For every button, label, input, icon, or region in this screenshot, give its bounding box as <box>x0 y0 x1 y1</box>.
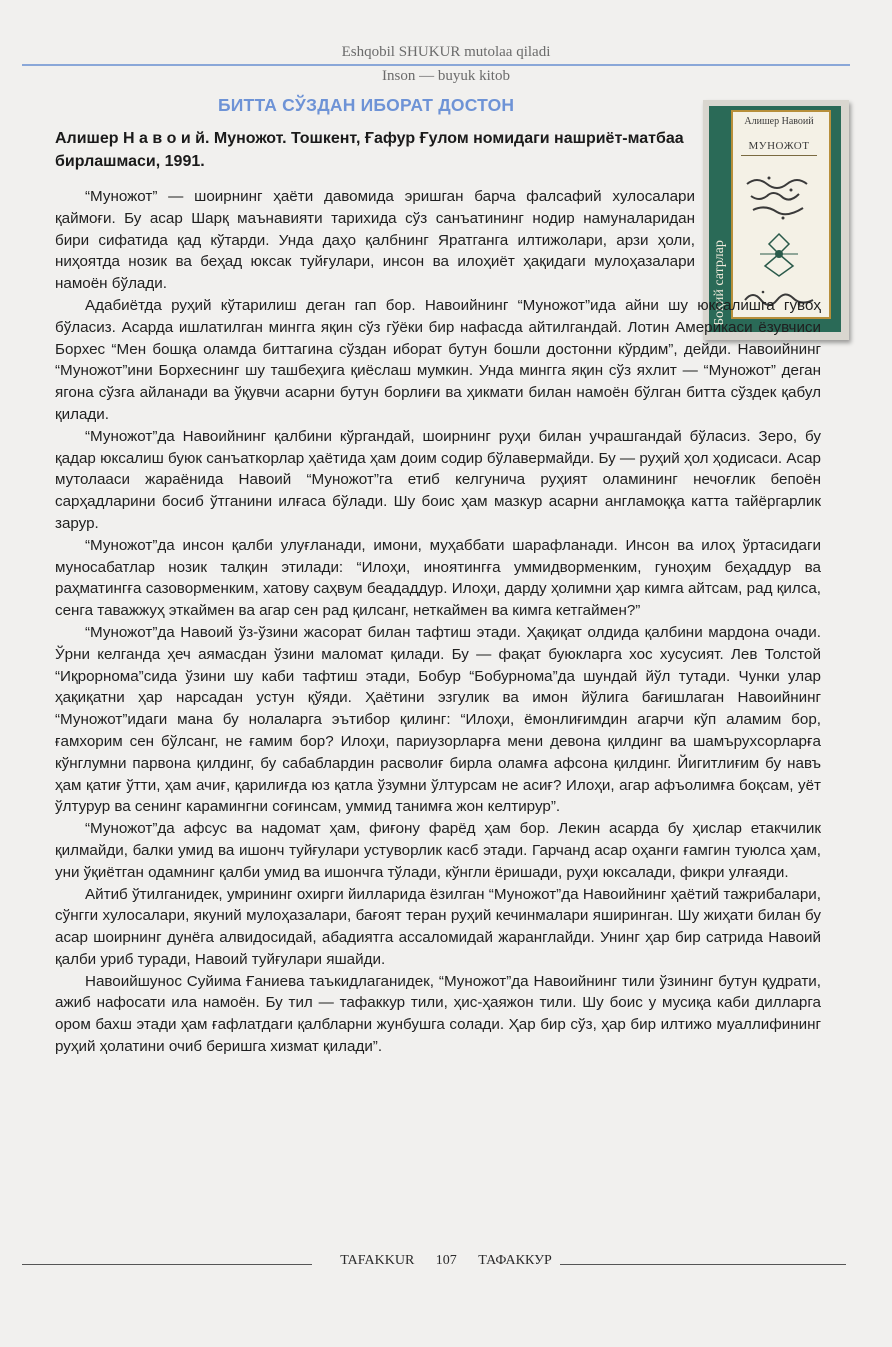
article-paragraph: “Муножот”да Навоийнинг қалбини кўргандай, шоирнинг руҳи билан учрашгандай бўласиз. Зеро, бу қадар юксалиш буюк санъаткорлар ҳаётида ҳам доим содир бўлавермайди. Бу — руҳий ҳол ҳодисаси. Асар мутолааси жараёнида Навоий “Муножот”га етиб келгунича руҳият оламининг нечоғлик бепоён сарҳадларини босиб ўтганини илғаса бўлади. Шу боис ҳам мазкур асарни англамоққа катта тайёргарлик зарур. <box>55 427 821 532</box>
book-citation: Алишер Н а в о и й. Муножот. Тошкент, Ғафур Ғулом номидаги нашриёт-матбаа бирлашмаси, 1991. <box>55 130 684 170</box>
article-paragraph: Адабиётда руҳий кўтарилиш деган гап бор. Навоийнинг “Муножот”ида айни шу юксалишга гувоҳ бўласиз. Асарда ишлатилган мингга яқин сўз гўёки бир нафасда айтилгандай. Лотин Америкаси ёзувчиси Борхес “Мен бошқа оламда биттагина сўздан иборат бутун бошли достонни кўрдим”, дейди. Навоийнинг “Муножот”ини Борхеснинг шу ташбеҳига қиёслаш мумкин. Унда мингга яқин сўз яхлит — “Муножот” деган ягона сўзга айланади ва ўқувчи асарни бутун борлиғи ва ҳикмати билан намоён бўлган битта сўздек қабул қилади. <box>55 296 821 423</box>
article-paragraph: “Муножот”да афсус ва надомат ҳам, фиғону фарёд ҳам бор. Лекин асарда бу ҳислар етакчилик қилмайди, балки умид ва ишонч туйғулари устуворлик касб этади. Гарчанд асар оҳанги ғамгин туюлса ҳам, уни ўқиётган одамнинг қалби умид ва ишончга тўлади, кўнгли ёришади, руҳи юксалади, фикри улғаяди. <box>55 820 821 881</box>
book-cover-series: Боқий сатрлар <box>712 240 727 326</box>
running-header-section: Inson — buyuk kitob <box>382 68 510 84</box>
article-paragraph: “Муножот”да Навоий ўз-ўзини жасорат билан тафтиш этади. Ҳақиқат олдида қалбини мардона очади. Ўрни келганда ҳеч аямасдан ўзини маломат қилади. Бу — фақат буюкларга хос хусусият. Лев Толстой “Иқрорнома”сида ўзини шу каби тафтиш этади, Бобур “Бобурнома”да шундай йўл тутади. Чунки улар ҳақиқатни ҳар нарсадан устун қўяди. Ҳаётини эзгулик ва имон йўлига бағишлаган Навоийнинг “Муножот”идаги мана бу нолаларга эътибор қилинг: “Илоҳи, ёмонлиғимдин агарчи кўп аламим бор, ғамхорим сен бўлсанг, не ғамим бор? Илоҳи, париузорларға мени девона қилдинг ва шамъруxсорларға кўнглумни парвона қилдинг, бу сабаблардин расволиғ бирла оламға афсона қилдинг. Йигитлиғим бу навъ ҳам қатиғ ўтти, ҳам ачиғ, қарилиғда юз қатла ўзумни ўлтурсам не асиғ? Илоҳи, агар афъолимға боқсам, уёт ўлтурур ва сенинг карамингни соғинсам, уммид танимға жон келтирур”. <box>55 623 821 816</box>
running-header-author: Eshqobil SHUKUR mutolaa qiladi <box>341 44 551 60</box>
article-title: БИТТА СЎЗДАН ИБОРАТ ДОСТОН <box>218 95 515 115</box>
article-paragraph: “Муножот”да инсон қалби улуғланади, имони, муҳаббати шарафланади. Инсон ва илоҳ ўртасидаги муносабатлар нозик талқин этилади: “Илоҳи, иноятингға уммидворменким, гуноҳим беҳаддур ва раҳматингға сазоворменким, хатову саҳвум беададдур. Илоҳи, дарду ҳолимни ҳар кимга айтсам, рад қилса, сенга таважжуҳ эткаймен ва агар сен рад қилсанг, неткаймен ва кимга кетгаймен?” <box>55 536 821 620</box>
article-body <box>55 186 821 1058</box>
article-paragraph: Навоийшунос Суйима Ғаниева таъкидлаганидек, “Муножот”да Навоийнинг тили ўзининг бутун қудрати, ажиб нафосати ила намоён. Бу тил — тафаккур тили, ҳис-ҳаяжон тили. Шу боис у мусиқа каби дилларга ором бахш этади ҳам ғафлатдаги қалбларни жунбушга солади. Ҳар бир сўз, ҳар бир илтижо муаллифининг руҳий ҳолатини очиб беришга хизмат қилади”. <box>55 972 821 1056</box>
page-footer <box>0 1253 892 1269</box>
page-number: 107 <box>435 1253 457 1268</box>
header-divider <box>22 64 850 66</box>
footer-magazine-latin: TAFAKKUR <box>340 1253 415 1268</box>
article-paragraph: Айтиб ўтилганидек, умрининг охирги йилларида ёзилган “Муножот”да Навоийнинг ҳаётий тажрибалари, сўнгги хулосалари, якуний мулоҳазалари, бағоят теран руҳий кечинмалари яширинган. Шу жиҳати билан бу асар шоирнинг дунёга алвидосидай, абадиятга ассаломидай жаранглайди. Унинг ҳар бир сатрида Навоий қалби уриб туради, Навоий туйғулари яшайди. <box>55 885 821 968</box>
article-paragraph: “Муножот” — шоирнинг ҳаёти давомида эришган барча фалсафий хулосалари қаймоғи. Бу асар Шарқ маънавияти тарихида сўз санъатининг нодир намуналаридан бири сифатида қад кўтарди. Унда даҳо қалбнинг Яратганга илтижолари, арзи ҳоли, ниҳоятда нозик ва беҳад юксак туйғулари, инсон ва илоҳиёт ҳақидаги мулоҳазалари намоён бўлади. <box>55 188 695 293</box>
book-cover-divider <box>741 155 817 156</box>
book-cover-title: МУНОЖОТ <box>748 140 810 152</box>
footer-magazine-cyrillic: ТАФАККУР <box>478 1253 552 1268</box>
book-cover-author: Алишер Навоий <box>744 116 814 127</box>
footer-divider-right <box>560 1264 846 1265</box>
